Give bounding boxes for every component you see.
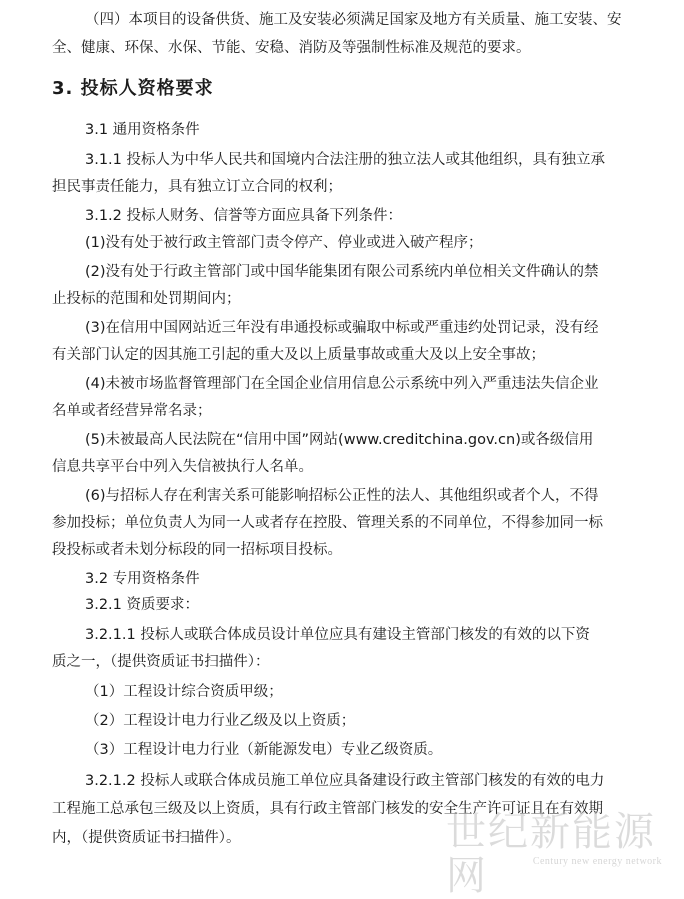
- clause-line: 内，（提供资质证书扫描件）。: [52, 830, 241, 846]
- list-item-continuation: 参加投标；单位负责人为同一人或者存在控股、管理关系的不同单位，不得参加同一标: [52, 515, 603, 531]
- list-item: (1)没有处于被行政主管部门责令停产、停业或进入破产程序；: [85, 235, 483, 251]
- list-item: (3)在信用中国网站近三年没有串通投标或骗取中标或严重违约处罚记录，没有经: [85, 320, 599, 336]
- paragraph-4-line-1: （四）本项目的设备供货、施工及安装必须满足国家及地方有关质量、施工安装、安: [85, 12, 622, 28]
- list-item: （1）工程设计综合资质甲级；: [85, 684, 283, 700]
- clause-line: 质之一，（提供资质证书扫描件）：: [52, 654, 270, 670]
- list-item-continuation: 段投标或者未划分标段的同一招标项目投标。: [52, 542, 342, 558]
- paragraph-4-line-2: 全、健康、环保、水保、节能、安稳、消防及等强制性标准及规范的要求。: [52, 40, 531, 56]
- list-item: （2）工程设计电力行业乙级及以上资质；: [85, 713, 356, 729]
- section-heading: 3. 投标人资格要求: [52, 78, 214, 99]
- list-item-continuation: 名单或者经营异常名录；: [52, 403, 212, 419]
- list-item-continuation: 有关部门认定的因其施工引起的重大及以上质量事故或重大及以上安全事故；: [52, 347, 545, 363]
- list-item: （3）工程设计电力行业（新能源发电）专业乙级资质。: [85, 742, 443, 758]
- watermark-title: 世纪新能源网: [446, 809, 656, 899]
- clause-line: 3.2.1 资质要求：: [85, 597, 200, 613]
- clause-line: 3.1.2 投标人财务、信誉等方面应具备下列条件：: [85, 208, 403, 224]
- list-item: (2)没有处于行政主管部门或中国华能集团有限公司系统内单位相关文件确认的禁: [85, 264, 599, 280]
- list-item: (6)与招标人存在利害关系可能影响招标公正性的法人、其他组织或者个人，不得: [85, 488, 599, 504]
- list-item-continuation: 信息共享平台中列入失信被执行人名单。: [52, 459, 313, 475]
- clause-line: 工程施工总承包三级及以上资质，具有行政主管部门核发的安全生产许可证且在有效期: [52, 801, 603, 817]
- clause-line: 3.2.1.1 投标人或联合体成员设计单位应具有建设主管部门核发的有效的以下资: [85, 627, 590, 643]
- list-item-continuation: 止投标的范围和处罚期间内；: [52, 291, 241, 307]
- watermark-subtitle: Century new energy network: [532, 856, 662, 867]
- clause-line: 3.1.1 投标人为中华人民共和国境内合法注册的独立法人或其他组织，具有独立承: [85, 152, 606, 168]
- list-item: (4)未被市场监督管理部门在全国企业信用信息公示系统中列入严重违法失信企业: [85, 376, 599, 392]
- clause-line: 担民事责任能力，具有独立订立合同的权利；: [52, 179, 342, 195]
- clause-line: 3.2.1.2 投标人或联合体成员施工单位应具备建设行政主管部门核发的有效的电力: [85, 773, 605, 789]
- subsection-heading: 3.1 通用资格条件: [85, 122, 200, 138]
- subsection-heading: 3.2 专用资格条件: [85, 571, 200, 587]
- list-item: (5)未被最高人民法院在“信用中国”网站(www.creditchina.gov.cn)或各级信用: [85, 432, 594, 448]
- watermark-logo: [446, 809, 676, 899]
